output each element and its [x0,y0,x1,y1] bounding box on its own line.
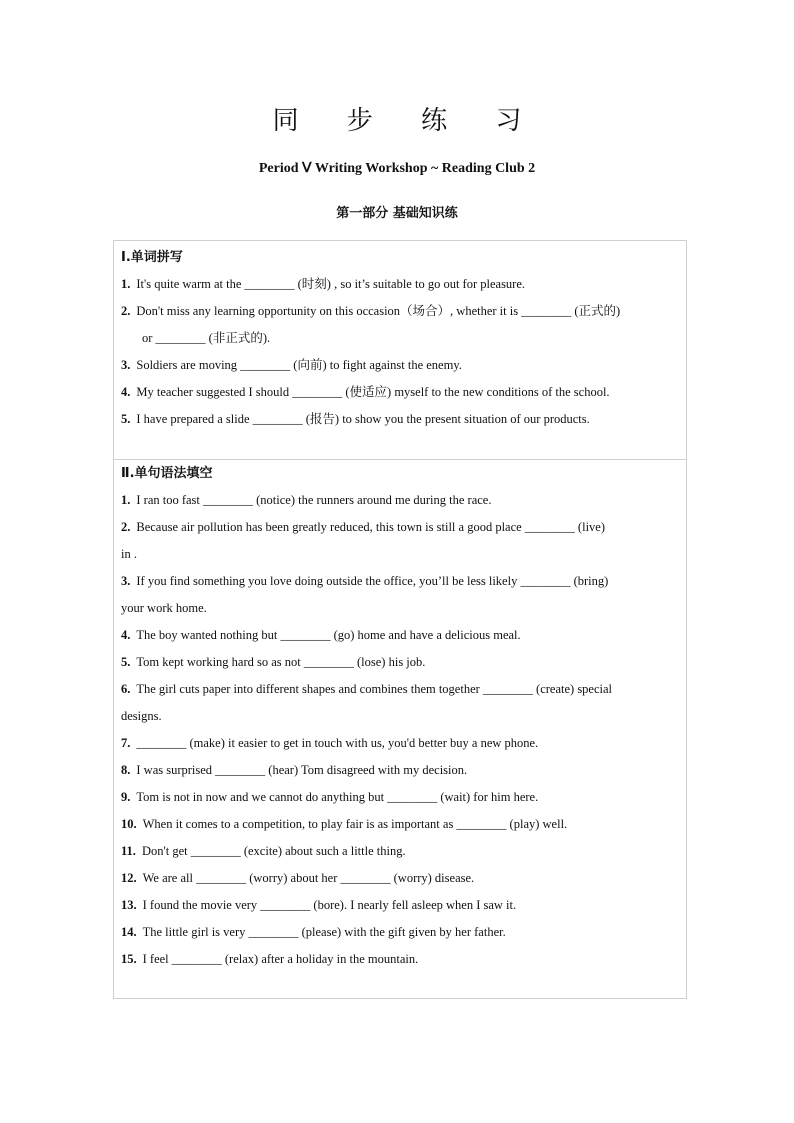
page-title: 同 步 练 习 [272,106,542,136]
question-text: ________ (make) it easier to get in touch with us, you'd better buy a new phone. [136,736,539,750]
question-number: 5. [121,412,131,426]
question-text: The boy wanted nothing but ________ (go) home and have a delicious meal. [136,628,521,642]
question-item [121,865,681,892]
question-item [121,379,681,406]
question-item [121,487,681,514]
question-text: We are all ________ (worry) about her ________ (worry) disease. [142,871,475,885]
question-number: 10. [121,817,137,831]
question-text: I found the movie very ________ (bore). I nearly fell asleep when I saw it. [142,898,517,912]
question-item [121,919,681,946]
question-text: The little girl is very ________ (please) with the gift given by her father. [142,925,506,939]
question-number: 1. [121,277,131,291]
question-text: My teacher suggested I should ________ (使适应) myself to the new conditions of the school. [136,385,610,399]
question-item [121,784,681,811]
question-number: 15. [121,952,137,966]
question-item [121,298,681,325]
exercise-box [113,240,687,999]
part-2-grammar [121,460,681,973]
question-item [121,568,681,595]
question-number: 4. [121,628,131,642]
question-number: 14. [121,925,137,939]
question-item [121,730,681,757]
question-item [121,406,681,433]
question-number: 8. [121,763,131,777]
question-item [121,892,681,919]
question-text: Tom is not in now and we cannot do anything but ________ (wait) for him here. [136,790,539,804]
question-number: 11. [121,844,136,858]
question-text: When it comes to a competition, to play fair is as important as ________ (play) well. [142,817,568,831]
question-item [121,676,681,703]
question-continuation: designs. [121,709,162,723]
question-text: I have prepared a slide ________ (报告) to show you the present situation of our products. [136,412,590,426]
question-text: I ran too fast ________ (notice) the runners around me during the race. [136,493,492,507]
question-text: Tom kept working hard so as not ________ (lose) his job. [136,655,426,669]
question-number: 7. [121,736,131,750]
question-item [121,622,681,649]
question-number: 13. [121,898,137,912]
question-number: 5. [121,655,131,669]
question-text: I feel ________ (relax) after a holiday in the mountain. [142,952,419,966]
question-item [121,811,681,838]
question-item [121,649,681,676]
question-item [121,838,681,865]
question-item [121,946,681,973]
lesson-subtitle: Period Ⅴ Writing Workshop ~ Reading Club 2 [258,161,536,176]
question-item [121,514,681,541]
question-text: If you find something you love doing outside the office, you’ll be less likely ________ (bring) [136,574,609,588]
part-1-heading: Ⅰ.单词拼写 [121,250,183,265]
question-number: 2. [121,520,131,534]
question-text: I was surprised ________ (hear) Tom disagreed with my decision. [136,763,468,777]
question-text: It's quite warm at the ________ (时刻) , so it’s suitable to go out for pleasure. [136,277,526,291]
question-text: Because air pollution has been greatly reduced, this town is still a good place ________ (live) [136,520,606,534]
question-text: Don't get ________ (excite) about such a little thing. [141,844,406,858]
question-continuation: your work home. [121,601,207,615]
question-number: 1. [121,493,131,507]
question-continuation: or ________ (非正式的). [142,331,271,345]
question-item [121,757,681,784]
part-2-heading: Ⅱ.单句语法填空 [121,466,213,481]
question-text: The girl cuts paper into different shapes and combines them together ________ (create) special [136,682,613,696]
question-number: 2. [121,304,131,318]
question-continuation: in . [121,547,137,561]
question-number: 3. [121,358,131,372]
question-text: Don't miss any learning opportunity on this occasion（场合）, whether it is ________ (正式的) [136,304,621,318]
question-item [121,271,681,298]
section-heading: 第一部分 基础知识练 [336,206,458,221]
question-number: 9. [121,790,131,804]
question-item [121,352,681,379]
question-number: 12. [121,871,137,885]
question-number: 4. [121,385,131,399]
question-number: 6. [121,682,131,696]
question-text: Soldiers are moving ________ (向前) to fight against the enemy. [136,358,462,372]
part-1-spelling [121,244,681,433]
question-number: 3. [121,574,131,588]
